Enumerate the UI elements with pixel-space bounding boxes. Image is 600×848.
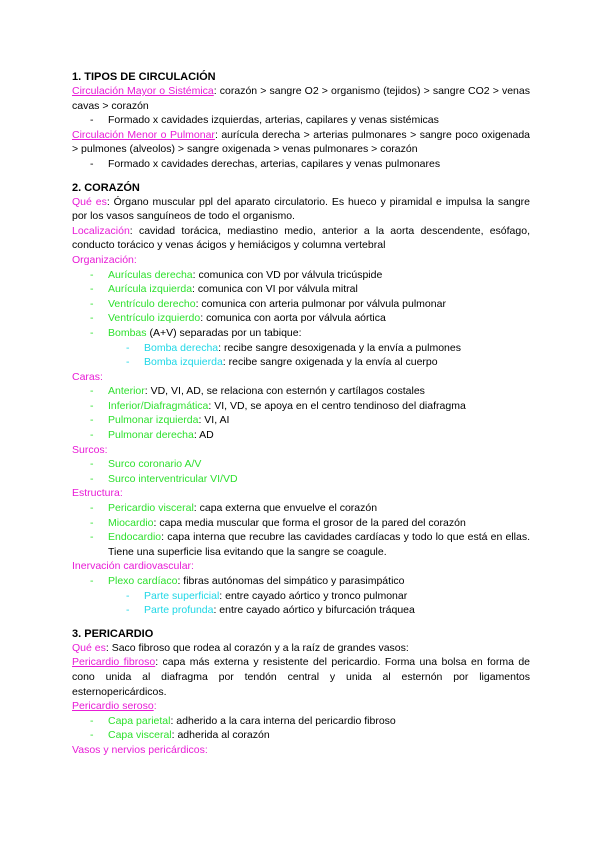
term-localizacion: Localización <box>72 224 130 237</box>
term: Miocardio <box>108 516 154 529</box>
section-pericardio <box>72 627 530 758</box>
colon: : <box>153 700 157 713</box>
list-item-text: : comunica con VI por válvula mitral <box>192 283 358 296</box>
term: Capa parietal <box>108 714 171 727</box>
section-title: 1. TIPOS DE CIRCULACIÓN <box>72 71 216 83</box>
term: Parte superficial <box>144 589 220 602</box>
list-item <box>72 574 530 589</box>
list-item-text: : fibras autónomas del simpático y parasimpático <box>177 575 405 587</box>
paragraph-que-es <box>72 195 530 224</box>
list-item <box>72 311 530 326</box>
list-item <box>72 589 530 604</box>
heading-inervacion: Inervación cardiovascular: <box>72 560 194 573</box>
list-item <box>72 113 530 128</box>
list-item-text: : AD <box>193 429 214 442</box>
term: Ventrículo izquierdo <box>108 312 201 325</box>
heading-organizacion: Organización: <box>72 253 137 266</box>
term: Bombas <box>108 326 147 339</box>
document-page <box>72 70 530 758</box>
term: Ventrículo derecho <box>108 297 196 310</box>
list-item-text: : entre cayado aórtico y tronco pulmonar <box>219 589 408 602</box>
list-item-text: : VI, AI <box>198 414 230 427</box>
term: Endocardio <box>108 531 162 544</box>
list-item <box>72 399 530 414</box>
section-tipos-circulacion <box>72 70 530 172</box>
list-item <box>72 413 530 428</box>
term: Pericardio visceral <box>108 502 194 515</box>
term: Inferior/Diafragmática <box>108 399 209 412</box>
list-item <box>72 728 530 743</box>
list-item-text: : adherida al corazón <box>171 729 270 742</box>
term: Aurículas derecha <box>108 268 193 281</box>
list-item <box>72 326 530 341</box>
term: Plexo cardíaco <box>108 575 178 587</box>
list-item-text: : comunica con arteria pulmonar por válvula pulmonar <box>195 297 446 310</box>
definition-text: : Órgano muscular ppl del aparato circulatorio. Es hueco y piramidal e impulsa la sangre por los vasos sanguíneos de todo el organismo. <box>72 195 530 223</box>
list-item-text: : recibe sangre oxigenada y la envía al cuerpo <box>222 356 438 369</box>
list-surcos <box>72 457 530 486</box>
list-item <box>72 457 530 472</box>
term-que-es: Qué es <box>72 195 107 208</box>
definition-text: : corazón > sangre O2 > organismo (tejidos) > sangre CO2 > venas cavas > corazón <box>72 85 530 112</box>
list-estructura <box>72 501 530 559</box>
list-item <box>72 472 530 487</box>
list-item <box>72 282 530 297</box>
list-seroso <box>72 714 530 743</box>
definition-text: : cavidad torácica, mediastino medio, anterior a la aorta descendente, esófago, conducto torácico y venas ácigos y hemiácigos y columna vertebral <box>72 224 530 252</box>
list-item <box>72 516 530 531</box>
heading-surcos: Surcos: <box>72 443 108 456</box>
list-item-text: : VI, VD, se apoya en el centro tendinoso del diafragma <box>208 399 466 412</box>
list-item <box>72 384 530 399</box>
list-item <box>72 530 530 559</box>
list-item-text: : capa interna que recubre las cavidades cardíacas y todo lo que está en ellas. Tiene una superficie lisa evitando que la sangre se coagule. <box>108 531 530 558</box>
paragraph-que-es <box>72 641 530 656</box>
list-item-text: Formado x cavidades izquierdas, arterias, capilares y venas sistémicas <box>108 114 439 127</box>
list-item-text: (A+V) separadas por un tabique: <box>146 326 302 339</box>
term: Pulmonar derecha <box>108 429 194 442</box>
term-que-es: Qué es <box>72 641 106 654</box>
list-item <box>72 355 530 370</box>
list-item-text: : capa media muscular que forma el grosor de la pared del corazón <box>153 516 466 529</box>
list-item-text: : capa externa que envuelve el corazón <box>193 502 378 515</box>
section-corazon <box>72 181 530 618</box>
term: Pulmonar izquierda <box>108 414 199 427</box>
list-item <box>72 297 530 312</box>
heading-estructura: Estructura: <box>72 487 123 500</box>
section-title: 3. PERICARDIO <box>72 627 154 640</box>
list-item <box>72 603 530 618</box>
list-partes <box>72 589 530 618</box>
term: Surco interventricular VI/VD <box>108 472 238 485</box>
list <box>72 113 530 128</box>
list-item-text: : VD, VI, AD, se relaciona con esternón y cartílagos costales <box>144 385 425 398</box>
list-item-text: : entre cayado aórtico y bifurcación tráquea <box>213 604 415 617</box>
definition-text: : aurícula derecha > arterias pulmonares > sangre poco oxigenada > pulmones (alveolos) > sangre oxigenada > venas pulmonares > corazón <box>72 128 530 156</box>
list-item <box>72 268 530 283</box>
heading-vasos-nervios: Vasos y nervios pericárdicos: <box>72 743 208 756</box>
term: Aurícula izquierda <box>108 283 193 296</box>
heading-caras: Caras: <box>72 370 103 383</box>
list-organizacion <box>72 268 530 341</box>
list-item <box>72 501 530 516</box>
paragraph-circulacion-mayor <box>72 84 530 113</box>
term: Surco coronario A/V <box>108 458 202 471</box>
list-item-text: : comunica con aorta por válvula aórtica <box>200 312 386 325</box>
term-circulacion-menor: Circulación Menor o Pulmonar <box>72 128 215 141</box>
term-pericardio-seroso: Pericardio seroso <box>72 700 154 713</box>
term: Bomba izquierda <box>144 356 223 369</box>
paragraph-localizacion <box>72 224 530 253</box>
list-item-text: : recibe sangre desoxigenada y la envía a pulmones <box>218 341 461 354</box>
term-circulacion-mayor: Circulación Mayor o Sistémica <box>72 85 214 97</box>
list-caras <box>72 384 530 442</box>
list-item-text: : comunica con VD por válvula tricúspide <box>192 268 383 281</box>
list-item-text: : adherido a la cara interna del pericardio fibroso <box>170 714 396 727</box>
paragraph-pericardio-seroso <box>72 699 530 714</box>
list-item <box>72 714 530 729</box>
term: Parte profunda <box>144 604 214 617</box>
list-item <box>72 428 530 443</box>
term: Bomba derecha <box>144 341 219 354</box>
list-inervacion <box>72 574 530 589</box>
paragraph-circulacion-menor <box>72 128 530 157</box>
list-item <box>72 341 530 356</box>
definition-text: : capa más externa y resistente del pericardio. Forma una bolsa en forma de cono unida al diafragma por tendón central y unida al esternón por ligamentos esternopericárdicos. <box>72 656 531 698</box>
section-title: 2. CORAZÓN <box>72 181 140 194</box>
list <box>72 157 530 172</box>
term: Anterior <box>108 385 145 398</box>
list-item <box>72 157 530 172</box>
paragraph-pericardio-fibroso <box>72 655 530 699</box>
list-bombas <box>72 341 530 370</box>
term-pericardio-fibroso: Pericardio fibroso <box>72 656 156 669</box>
term: Capa visceral <box>108 729 172 742</box>
definition-text: : Saco fibroso que rodea al corazón y a la raíz de grandes vasos: <box>105 641 409 654</box>
list-item-text: Formado x cavidades derechas, arterias, capilares y venas pulmonares <box>108 157 441 170</box>
